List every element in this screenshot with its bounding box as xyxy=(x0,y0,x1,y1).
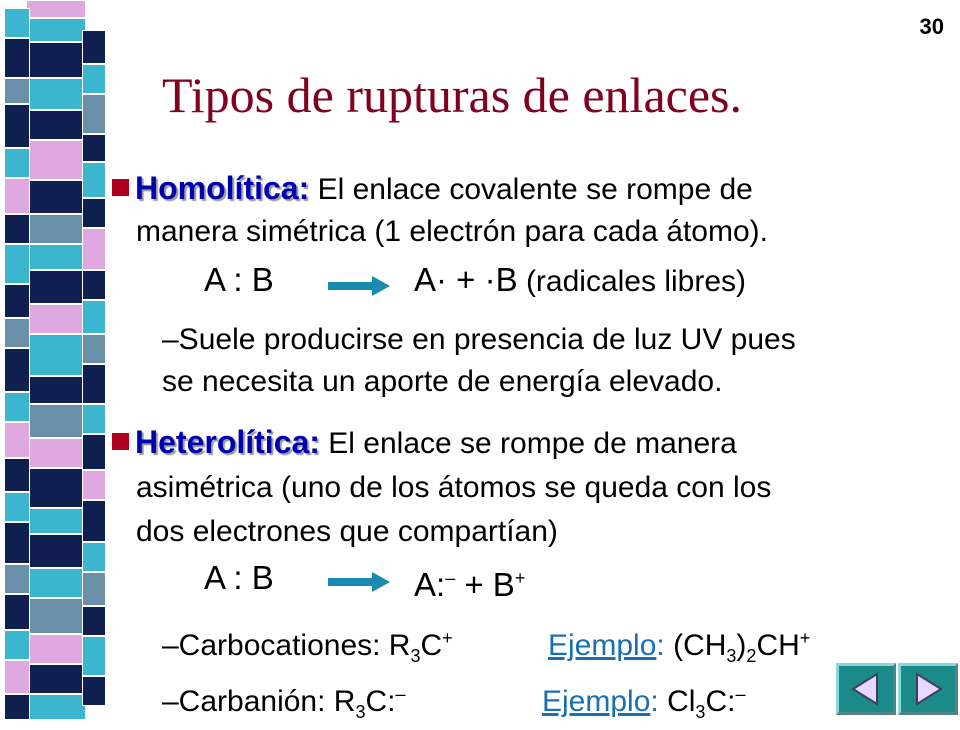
homolitica-products: A· + ·B xyxy=(414,261,518,298)
anion-a: A: xyxy=(414,566,446,603)
cation-b: + B xyxy=(455,566,515,603)
ex2-part-a: Cl xyxy=(667,685,696,718)
square-bullet-icon xyxy=(112,179,129,196)
nav-forward-button[interactable] xyxy=(898,663,958,715)
heterolitica-formula-right xyxy=(414,560,525,603)
heterolitica-line-3: dos electrones que compartían) xyxy=(136,515,558,548)
example-colon: : xyxy=(656,629,665,662)
heterolitica-line-2: asimétrica (uno de los átomos se queda con los xyxy=(136,471,772,504)
carbocation-label: –Carbocationes: R xyxy=(162,629,411,662)
example-link-carbocation[interactable]: Ejemplo xyxy=(548,629,657,662)
carbocation-example xyxy=(548,620,810,674)
ex2-sub: 3 xyxy=(695,702,706,722)
ex1-part-a: (CH xyxy=(673,629,727,662)
homolitica-formula-right xyxy=(414,262,746,300)
carbanion-c: C: xyxy=(365,685,396,718)
right-arrow-icon xyxy=(328,276,390,296)
ex1-part-b: ) xyxy=(736,629,747,662)
slide-title: Tipos de rupturas de enlaces. xyxy=(162,67,742,123)
heterolitica-term: Heterolítica: xyxy=(135,424,320,460)
example-link-carbanion[interactable]: Ejemplo xyxy=(542,685,651,718)
ex2-part-b: C: xyxy=(705,685,736,718)
carbanion-label: –Carbanión: R xyxy=(162,685,356,718)
homolitica-formula-left: A : B xyxy=(204,261,274,298)
homolitica-formula-note: (radicales libres) xyxy=(517,265,747,298)
heterolitica-line-1 xyxy=(112,424,737,462)
homolitica-sub-line-1: –Suele producirse en presencia de luz UV pues xyxy=(162,323,796,356)
homolitica-line-1 xyxy=(112,170,753,208)
carbanion-subscript: 3 xyxy=(355,702,366,722)
carbocation-line xyxy=(162,620,453,674)
carbanion-example xyxy=(542,676,745,730)
carbocation-c: C xyxy=(420,629,443,662)
carbocation-subscript: 3 xyxy=(410,646,421,666)
carbocation-charge: + xyxy=(442,628,453,648)
homolitica-term: Homolítica: xyxy=(135,170,310,206)
homolitica-definition-start: El enlace covalente se rompe de xyxy=(309,173,753,206)
decorative-stripe-bar xyxy=(0,0,108,720)
example-colon: : xyxy=(650,685,659,718)
carbanion-charge: – xyxy=(395,684,406,704)
homolitica-line-2: manera simétrica (1 electrón para cada átomo). xyxy=(136,215,768,248)
anion-charge: – xyxy=(445,568,456,588)
ex1-sub1: 3 xyxy=(726,646,737,666)
right-arrow-icon xyxy=(328,572,390,592)
page-number: 30 xyxy=(919,14,944,39)
carbanion-line xyxy=(162,676,405,730)
cation-charge: + xyxy=(514,568,526,588)
ex1-part-c: CH xyxy=(756,629,800,662)
heterolitica-definition-start: El enlace se rompe de manera xyxy=(319,427,737,460)
ex1-sub2: 2 xyxy=(746,646,757,666)
triangle-right-icon xyxy=(901,666,955,712)
square-bullet-icon xyxy=(112,433,129,450)
ex2-charge: – xyxy=(735,684,746,704)
homolitica-sub-line-2: se necesita un aporte de energía elevado. xyxy=(162,365,723,398)
heterolitica-formula-left: A : B xyxy=(204,559,274,596)
ex1-charge: + xyxy=(799,628,811,648)
triangle-left-icon xyxy=(839,666,893,712)
nav-back-button[interactable] xyxy=(836,663,896,715)
